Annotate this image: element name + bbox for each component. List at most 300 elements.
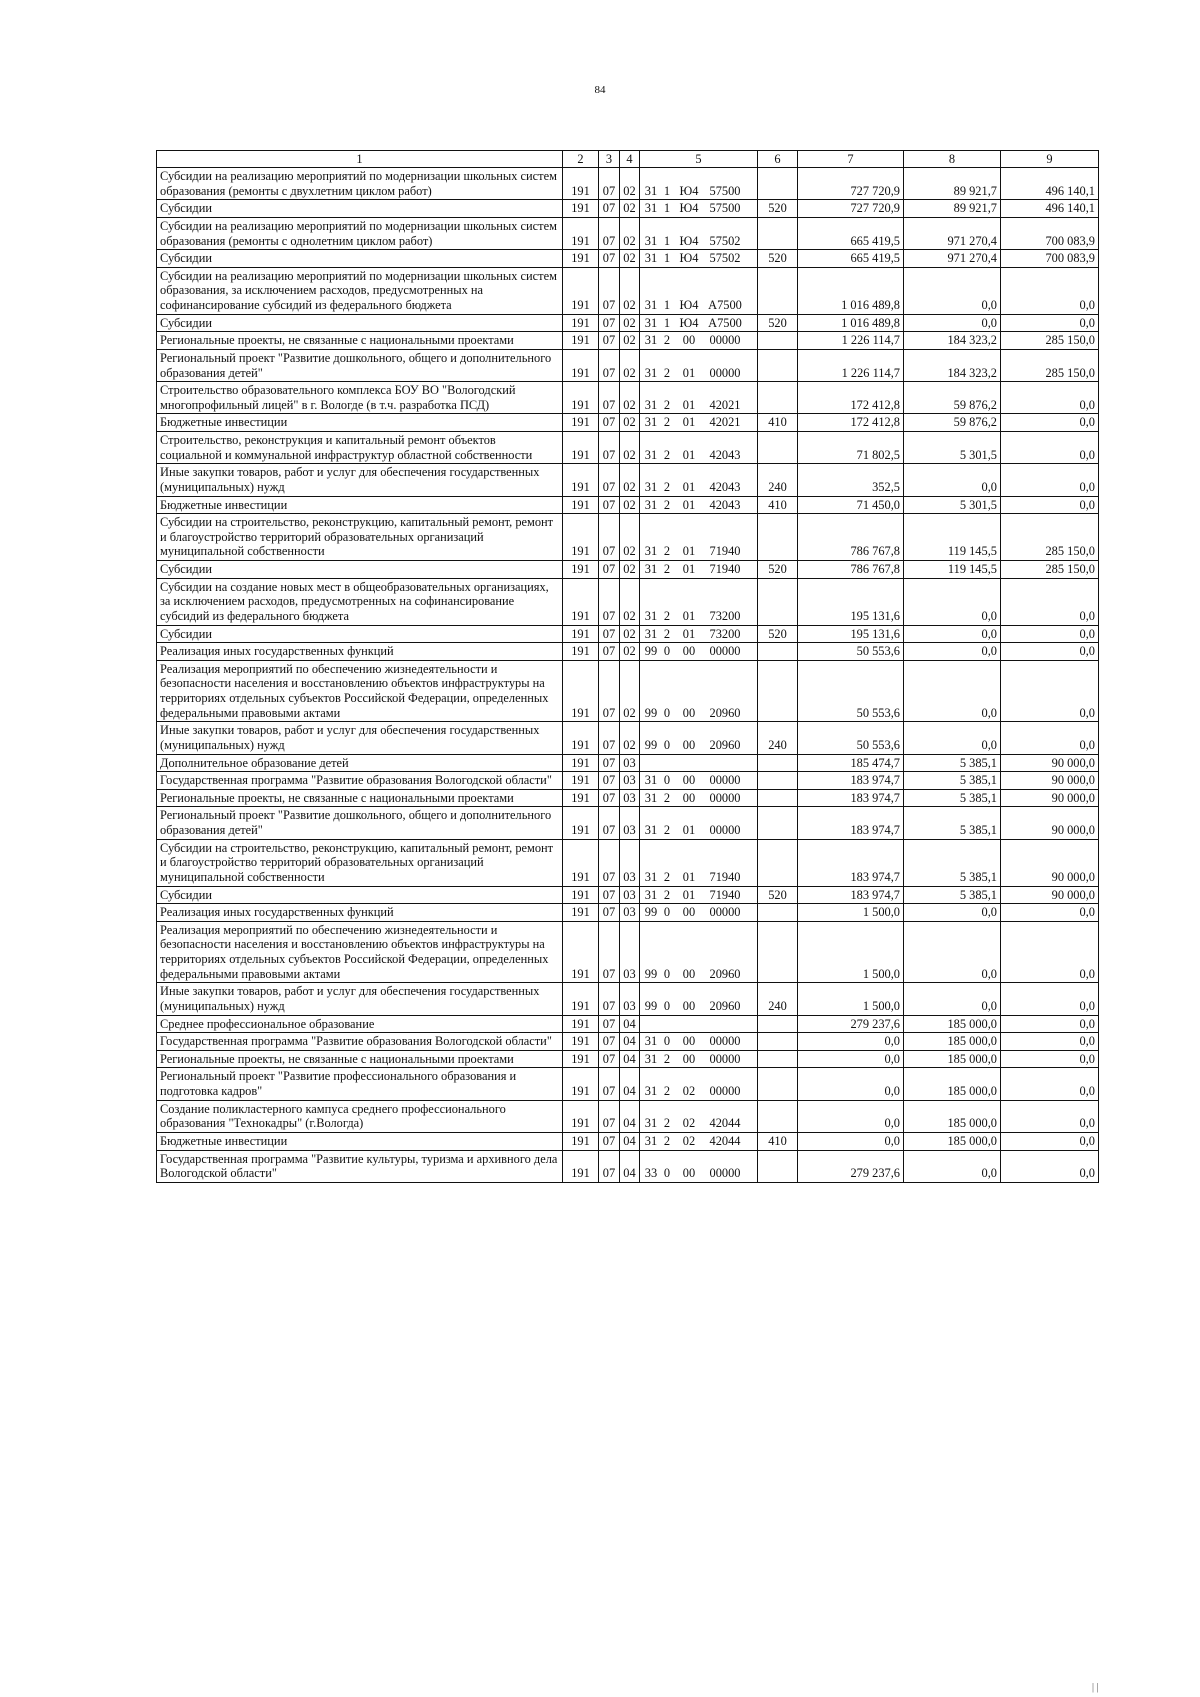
expense-type-code: 240	[758, 983, 798, 1015]
section-code: 07	[599, 722, 620, 754]
program-code: 31	[644, 447, 658, 462]
amount-year-1: 183 974,7	[798, 839, 904, 886]
expense-type-code	[758, 1015, 798, 1033]
expense-type-code: 520	[758, 200, 798, 218]
ministry-code: 191	[563, 496, 599, 514]
subsection-code: 02	[620, 382, 640, 414]
ministry-code: 191	[563, 382, 599, 414]
section-code: 07	[599, 807, 620, 839]
expense-type-code	[758, 1068, 798, 1100]
program-code: 31	[644, 790, 658, 805]
direction-code: 00000	[709, 790, 741, 805]
subsection-code: 03	[620, 983, 640, 1015]
amount-year-2: 971 270,4	[904, 250, 1001, 268]
ministry-code: 191	[563, 168, 599, 200]
subprogram-code: 2	[663, 1084, 671, 1098]
expense-type-code	[758, 217, 798, 249]
expense-name: Субсидии	[157, 886, 563, 904]
element-code: Ю4	[679, 315, 699, 330]
expense-type-code	[758, 807, 798, 839]
table-row	[157, 1100, 1099, 1132]
subprogram-code: 2	[663, 626, 671, 641]
expense-name: Среднее профессиональное образование	[157, 1015, 563, 1033]
amount-year-3: 0,0	[1001, 1068, 1099, 1100]
direction-code: 00000	[709, 333, 741, 348]
element-code: 01	[682, 479, 696, 494]
expense-type-code	[758, 921, 798, 983]
subprogram-code: 2	[663, 869, 671, 884]
expense-name: Бюджетные инвестиции	[157, 496, 563, 514]
subsection-code: 04	[620, 1015, 640, 1033]
amount-year-1: 352,5	[798, 464, 904, 496]
expense-name: Субсидии	[157, 250, 563, 268]
section-code: 07	[599, 217, 620, 249]
program-code: 31	[644, 562, 658, 576]
direction-code: 00000	[709, 1084, 741, 1098]
program-code: 31	[644, 823, 658, 837]
table-row	[157, 1050, 1099, 1068]
subprogram-code: 2	[663, 415, 671, 430]
element-code: Ю4	[679, 201, 699, 216]
amount-year-3: 0,0	[1001, 983, 1099, 1015]
expense-type-code: 520	[758, 250, 798, 268]
table-row	[157, 839, 1099, 886]
ministry-code: 191	[563, 200, 599, 218]
amount-year-1: 786 767,8	[798, 561, 904, 579]
section-code: 07	[599, 660, 620, 722]
subprogram-code: 0	[663, 705, 671, 720]
amount-year-1: 71 450,0	[798, 496, 904, 514]
subsection-code: 04	[620, 1033, 640, 1051]
ministry-code: 191	[563, 660, 599, 722]
section-code: 07	[599, 200, 620, 218]
amount-year-2: 5 385,1	[904, 754, 1001, 772]
amount-year-3: 0,0	[1001, 464, 1099, 496]
expense-type-code	[758, 168, 798, 200]
ministry-code: 191	[563, 772, 599, 790]
element-code: 01	[682, 887, 696, 902]
amount-year-1: 0,0	[798, 1050, 904, 1068]
ministry-code: 191	[563, 1150, 599, 1182]
amount-year-3: 0,0	[1001, 1150, 1099, 1182]
direction-code: 20960	[709, 705, 741, 720]
expense-name: Реализация иных государственных функций	[157, 904, 563, 922]
amount-year-3: 700 083,9	[1001, 250, 1099, 268]
program-code: 31	[644, 415, 658, 430]
expense-name: Бюджетные инвестиции	[157, 1132, 563, 1150]
subsection-code: 02	[620, 314, 640, 332]
element-code: 01	[682, 608, 696, 623]
target-article	[640, 496, 758, 514]
expense-type-code	[758, 772, 798, 790]
header-cell: 8	[904, 151, 1001, 168]
target-article	[640, 217, 758, 249]
program-code: 31	[644, 365, 658, 380]
subsection-code: 04	[620, 1050, 640, 1068]
section-code: 07	[599, 1100, 620, 1132]
table-row	[157, 332, 1099, 350]
expense-type-code	[758, 578, 798, 625]
target-article	[640, 886, 758, 904]
subsection-code: 02	[620, 217, 640, 249]
expense-type-code	[758, 660, 798, 722]
element-code: 00	[682, 705, 696, 720]
program-code: 99	[644, 705, 658, 720]
amount-year-3: 90 000,0	[1001, 772, 1099, 790]
program-code: 31	[644, 315, 658, 330]
target-article	[640, 314, 758, 332]
expense-type-code	[758, 754, 798, 772]
direction-code: 20960	[709, 966, 741, 981]
section-code: 07	[599, 789, 620, 807]
ministry-code: 191	[563, 267, 599, 314]
program-code: 31	[644, 251, 658, 266]
expense-type-code	[758, 267, 798, 314]
section-code: 07	[599, 983, 620, 1015]
ministry-code: 191	[563, 1100, 599, 1132]
section-code: 07	[599, 1015, 620, 1033]
amount-year-1: 1 500,0	[798, 904, 904, 922]
section-code: 07	[599, 578, 620, 625]
ministry-code: 191	[563, 1132, 599, 1150]
table-row	[157, 217, 1099, 249]
element-code: 01	[682, 562, 696, 576]
amount-year-2: 0,0	[904, 314, 1001, 332]
subsection-code: 02	[620, 464, 640, 496]
section-code: 07	[599, 772, 620, 790]
section-code: 07	[599, 349, 620, 381]
direction-code: 20960	[709, 737, 741, 752]
amount-year-1: 665 419,5	[798, 250, 904, 268]
amount-year-2: 5 385,1	[904, 772, 1001, 790]
program-code: 31	[644, 333, 658, 348]
subsection-code: 03	[620, 886, 640, 904]
amount-year-3: 0,0	[1001, 1033, 1099, 1051]
program-code: 31	[644, 544, 658, 559]
amount-year-2: 0,0	[904, 660, 1001, 722]
subprogram-code: 0	[663, 644, 671, 659]
program-code: 33	[644, 1166, 658, 1181]
section-code: 07	[599, 754, 620, 772]
amount-year-3: 700 083,9	[1001, 217, 1099, 249]
amount-year-1: 786 767,8	[798, 514, 904, 561]
expense-type-code	[758, 904, 798, 922]
header-cell: 6	[758, 151, 798, 168]
amount-year-2: 89 921,7	[904, 168, 1001, 200]
amount-year-1: 0,0	[798, 1033, 904, 1051]
subsection-code: 02	[620, 332, 640, 350]
expense-name: Бюджетные инвестиции	[157, 414, 563, 432]
target-article	[640, 921, 758, 983]
target-article	[640, 839, 758, 886]
program-code: 31	[644, 497, 658, 512]
expense-name: Субсидии	[157, 314, 563, 332]
amount-year-2: 0,0	[904, 464, 1001, 496]
header-cell: 5	[640, 151, 758, 168]
element-code: 01	[682, 397, 696, 412]
element-code: 01	[682, 869, 696, 884]
subprogram-code: 1	[663, 315, 671, 330]
subprogram-code: 0	[663, 1166, 671, 1181]
element-code: 02	[682, 1116, 696, 1131]
target-article	[640, 1068, 758, 1100]
amount-year-3: 0,0	[1001, 432, 1099, 464]
table-row	[157, 514, 1099, 561]
amount-year-1: 1 226 114,7	[798, 332, 904, 350]
amount-year-2: 185 000,0	[904, 1100, 1001, 1132]
expense-name: Субсидии на реализацию мероприятий по модернизации школьных систем образования, за исключением расходов, предусмотренных на софинансирование субсидий из федерального бюджета	[157, 267, 563, 314]
amount-year-2: 185 000,0	[904, 1033, 1001, 1051]
amount-year-1: 665 419,5	[798, 217, 904, 249]
subsection-code: 02	[620, 643, 640, 661]
subprogram-code: 2	[663, 608, 671, 623]
target-article	[640, 168, 758, 200]
subsection-code: 02	[620, 722, 640, 754]
section-code: 07	[599, 414, 620, 432]
amount-year-1: 1 500,0	[798, 983, 904, 1015]
section-code: 07	[599, 314, 620, 332]
subprogram-code: 0	[663, 998, 671, 1013]
amount-year-2: 59 876,2	[904, 414, 1001, 432]
amount-year-3: 90 000,0	[1001, 886, 1099, 904]
target-article	[640, 349, 758, 381]
amount-year-2: 59 876,2	[904, 382, 1001, 414]
expense-type-code: 410	[758, 414, 798, 432]
program-code: 31	[644, 233, 658, 248]
subprogram-code: 2	[663, 497, 671, 512]
amount-year-1: 50 553,6	[798, 643, 904, 661]
subsection-code: 02	[620, 496, 640, 514]
target-article	[640, 625, 758, 643]
ministry-code: 191	[563, 643, 599, 661]
subprogram-code: 2	[663, 1116, 671, 1131]
expense-type-code: 520	[758, 314, 798, 332]
direction-code: 42044	[709, 1133, 741, 1148]
subsection-code: 03	[620, 904, 640, 922]
expense-type-code	[758, 1150, 798, 1182]
amount-year-1: 727 720,9	[798, 168, 904, 200]
ministry-code: 191	[563, 1015, 599, 1033]
table-row	[157, 414, 1099, 432]
amount-year-2: 0,0	[904, 267, 1001, 314]
subsection-code: 04	[620, 1100, 640, 1132]
element-code: Ю4	[679, 251, 699, 266]
expense-name: Иные закупки товаров, работ и услуг для обеспечения государственных (муниципальных) нужд	[157, 722, 563, 754]
subprogram-code: 0	[663, 966, 671, 981]
section-code: 07	[599, 1050, 620, 1068]
expense-type-code	[758, 432, 798, 464]
amount-year-3: 0,0	[1001, 921, 1099, 983]
expense-type-code	[758, 839, 798, 886]
table-row	[157, 1132, 1099, 1150]
amount-year-3: 0,0	[1001, 625, 1099, 643]
target-article	[640, 1015, 758, 1033]
direction-code: 57502	[709, 251, 741, 266]
subsection-code: 02	[620, 625, 640, 643]
direction-code: 42043	[709, 497, 741, 512]
direction-code: 57502	[709, 233, 741, 248]
subsection-code: 03	[620, 772, 640, 790]
ministry-code: 191	[563, 921, 599, 983]
expense-name: Субсидии	[157, 561, 563, 579]
expense-type-code: 410	[758, 496, 798, 514]
table-row	[157, 250, 1099, 268]
expense-type-code	[758, 514, 798, 561]
table-row	[157, 496, 1099, 514]
table-row	[157, 754, 1099, 772]
target-article	[640, 267, 758, 314]
subprogram-code: 2	[663, 823, 671, 837]
header-cell: 3	[599, 151, 620, 168]
table-row	[157, 660, 1099, 722]
target-article	[640, 789, 758, 807]
table-row	[157, 772, 1099, 790]
section-code: 07	[599, 839, 620, 886]
expense-name: Субсидии	[157, 625, 563, 643]
section-code: 07	[599, 496, 620, 514]
amount-year-2: 0,0	[904, 904, 1001, 922]
target-article	[640, 332, 758, 350]
expense-name: Субсидии на реализацию мероприятий по модернизации школьных систем образования (ремонты с двухлетним циклом работ)	[157, 168, 563, 200]
amount-year-3: 0,0	[1001, 660, 1099, 722]
amount-year-2: 0,0	[904, 722, 1001, 754]
element-code: 01	[682, 626, 696, 641]
amount-year-3: 285 150,0	[1001, 514, 1099, 561]
amount-year-3: 0,0	[1001, 1132, 1099, 1150]
expense-name: Субсидии на строительство, реконструкцию, капитальный ремонт, ремонт и благоустройство территорий образовательных организаций муниципальной собственности	[157, 839, 563, 886]
expense-name: Иные закупки товаров, работ и услуг для обеспечения государственных (муниципальных) нужд	[157, 464, 563, 496]
expense-name: Строительство образовательного комплекса БОУ ВО "Вологодский многопрофильный лицей" в г. Вологде (в т.ч. разработка ПСД)	[157, 382, 563, 414]
element-code: 01	[682, 415, 696, 430]
target-article	[640, 660, 758, 722]
amount-year-3: 0,0	[1001, 722, 1099, 754]
amount-year-2: 184 323,2	[904, 332, 1001, 350]
direction-code: А7500	[708, 315, 742, 330]
amount-year-2: 5 301,5	[904, 496, 1001, 514]
amount-year-1: 172 412,8	[798, 382, 904, 414]
amount-year-1: 183 974,7	[798, 886, 904, 904]
program-code: 31	[644, 479, 658, 494]
header-cell: 2	[563, 151, 599, 168]
subprogram-code: 0	[663, 1034, 671, 1049]
amount-year-3: 0,0	[1001, 267, 1099, 314]
subprogram-code: 1	[663, 251, 671, 266]
table-row	[157, 349, 1099, 381]
amount-year-3: 496 140,1	[1001, 200, 1099, 218]
element-code: Ю4	[679, 183, 699, 198]
section-code: 07	[599, 332, 620, 350]
expense-type-code	[758, 349, 798, 381]
ministry-code: 191	[563, 432, 599, 464]
element-code: 02	[682, 1084, 696, 1098]
amount-year-3: 0,0	[1001, 496, 1099, 514]
subprogram-code: 1	[663, 201, 671, 216]
subprogram-code: 2	[663, 479, 671, 494]
ministry-code: 191	[563, 807, 599, 839]
section-code: 07	[599, 168, 620, 200]
expense-type-code: 520	[758, 625, 798, 643]
table-row	[157, 1015, 1099, 1033]
table-row	[157, 200, 1099, 218]
amount-year-3: 0,0	[1001, 904, 1099, 922]
amount-year-3: 0,0	[1001, 382, 1099, 414]
subprogram-code: 0	[663, 905, 671, 920]
amount-year-2: 185 000,0	[904, 1050, 1001, 1068]
element-code: Ю4	[679, 298, 699, 312]
amount-year-2: 5 385,1	[904, 807, 1001, 839]
subsection-code: 03	[620, 807, 640, 839]
header-cell: 1	[157, 151, 563, 168]
target-article	[640, 382, 758, 414]
ministry-code: 191	[563, 561, 599, 579]
section-code: 07	[599, 1033, 620, 1051]
amount-year-1: 172 412,8	[798, 414, 904, 432]
amount-year-2: 0,0	[904, 625, 1001, 643]
amount-year-3: 0,0	[1001, 643, 1099, 661]
subprogram-code: 2	[663, 790, 671, 805]
subsection-code: 03	[620, 754, 640, 772]
ministry-code: 191	[563, 904, 599, 922]
program-code: 31	[644, 1051, 658, 1066]
program-code: 31	[644, 773, 658, 788]
subprogram-code: 0	[663, 773, 671, 788]
target-article	[640, 1150, 758, 1182]
program-code: 99	[644, 737, 658, 752]
program-code: 99	[644, 644, 658, 659]
amount-year-1: 0,0	[798, 1068, 904, 1100]
expense-type-code	[758, 1033, 798, 1051]
expense-name: Реализация иных государственных функций	[157, 643, 563, 661]
element-code: 01	[682, 544, 696, 559]
expense-type-code	[758, 1100, 798, 1132]
expense-name: Региональные проекты, не связанные с национальными проектами	[157, 332, 563, 350]
element-code: 00	[682, 773, 696, 788]
expense-name: Субсидии на создание новых мест в общеобразовательных организациях, за исключением расходов, предусмотренных на софинансирование субсидий из федерального бюджета	[157, 578, 563, 625]
page-number: 84	[594, 84, 606, 96]
section-code: 07	[599, 904, 620, 922]
ministry-code: 191	[563, 789, 599, 807]
program-code: 31	[644, 1133, 658, 1148]
program-code: 31	[644, 608, 658, 623]
subsection-code: 04	[620, 1150, 640, 1182]
table-row	[157, 1150, 1099, 1182]
program-code: 31	[644, 1034, 658, 1049]
amount-year-3: 0,0	[1001, 414, 1099, 432]
amount-year-3: 285 150,0	[1001, 332, 1099, 350]
target-article	[640, 1100, 758, 1132]
amount-year-3: 90 000,0	[1001, 807, 1099, 839]
ministry-code: 191	[563, 886, 599, 904]
amount-year-1: 183 974,7	[798, 772, 904, 790]
table-row	[157, 314, 1099, 332]
target-article	[640, 1050, 758, 1068]
expense-name: Реализация мероприятий по обеспечению жизнедеятельности и безопасности населения и восстановлению объектов инфраструктуры на территориях отдельных субъектов Российской Федерации, определенных федеральными правовыми актами	[157, 921, 563, 983]
section-code: 07	[599, 1150, 620, 1182]
program-code: 99	[644, 905, 658, 920]
table-row	[157, 382, 1099, 414]
section-code: 07	[599, 267, 620, 314]
target-article	[640, 904, 758, 922]
amount-year-3: 285 150,0	[1001, 349, 1099, 381]
direction-code: 57500	[709, 183, 741, 198]
amount-year-1: 50 553,6	[798, 722, 904, 754]
subprogram-code: 1	[663, 233, 671, 248]
table-row	[157, 789, 1099, 807]
subprogram-code: 2	[663, 397, 671, 412]
subprogram-code: 0	[663, 737, 671, 752]
amount-year-3: 90 000,0	[1001, 839, 1099, 886]
direction-code: 42043	[709, 447, 741, 462]
